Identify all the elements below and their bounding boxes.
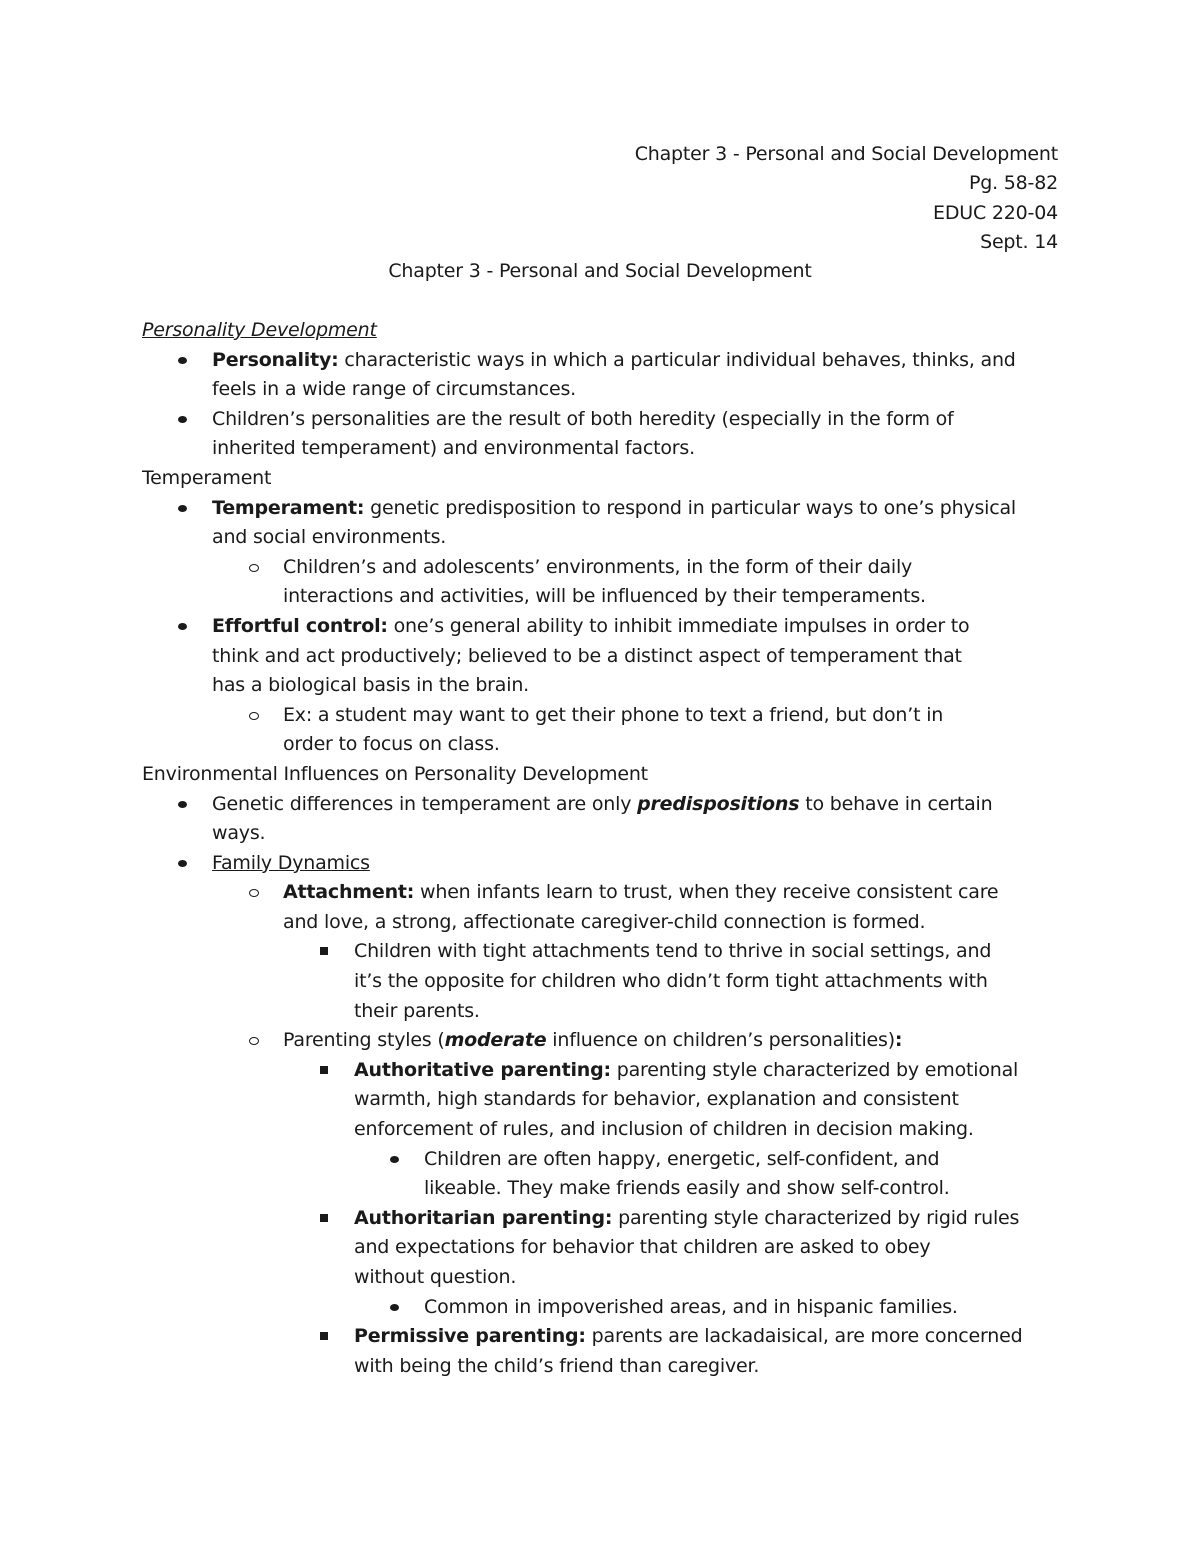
list-item: Authoritative parenting: parenting style characterized by emotional — [142, 1056, 1062, 1086]
header-course-title: Chapter 3 - Personal and Social Development — [634, 143, 1058, 165]
list-item: Ex: a student may want to get their phone to text a friend, but don’t in — [142, 701, 1062, 731]
section-heading-personality: Personality Development — [142, 319, 377, 341]
page-title: Chapter 3 - Personal and Social Development — [388, 260, 812, 282]
list-item: Effortful control: one’s general ability to inhibit immediate impulses in order to — [142, 612, 1062, 642]
list-item: Common in impoverished areas, and in hispanic families. — [142, 1293, 1062, 1323]
bullet-dot-icon — [178, 505, 187, 512]
bullet-square-icon — [320, 1066, 328, 1074]
bullet-dot-icon — [178, 357, 187, 364]
list-item-continued: has a biological basis in the brain. — [212, 674, 529, 697]
bullet-dot-icon — [178, 623, 187, 630]
list-item-continued: inherited temperament) and environmental factors. — [212, 437, 695, 460]
list-item-continued: think and act productively; believed to be a distinct aspect of temperament that — [212, 644, 962, 667]
bullet-dot-icon — [390, 1304, 399, 1311]
list-item-continued: without question. — [354, 1266, 517, 1288]
list-item-continued: order to focus on class. — [283, 733, 500, 756]
list-item-continued: interactions and activities, will be influenced by their temperaments. — [283, 585, 926, 608]
bullet-dot-icon — [178, 801, 187, 808]
list-item: Children are often happy, energetic, self-confident, and — [142, 1145, 1062, 1175]
bullet-square-icon — [320, 1214, 328, 1222]
list-item: Authoritarian parenting: parenting style characterized by rigid rules — [142, 1204, 1062, 1234]
list-item: Personality: characteristic ways in which a particular individual behaves, thinks, and — [142, 346, 1062, 376]
list-item-continued: it’s the opposite for children who didn’t form tight attachments with — [354, 970, 988, 993]
list-item-continued: their parents. — [354, 999, 480, 1022]
header-pages: Pg. 58-82 — [968, 172, 1058, 195]
notes-body — [142, 316, 1062, 1381]
list-item-continued: likeable. They make friends easily and show self-control. — [424, 1177, 950, 1200]
bullet-dot-icon — [390, 1156, 399, 1163]
list-item: Children’s and adolescents’ environments, in the form of their daily — [142, 553, 1062, 583]
bullet-ring-icon — [249, 1037, 259, 1045]
header-block — [635, 140, 1058, 257]
bullet-ring-icon — [249, 712, 259, 720]
section-heading-temperament: Temperament — [142, 466, 272, 489]
bullet-ring-icon — [249, 889, 259, 897]
list-item-continued: ways. — [212, 822, 266, 845]
header-date: Sept. 14 — [980, 230, 1058, 253]
list-item: Parenting styles (moderate influence on children’s personalities): — [142, 1026, 1062, 1056]
list-item: Children’s personalities are the result of both heredity (especially in the form of — [142, 405, 1062, 435]
list-item: Permissive parenting: parents are lackadaisical, are more concerned — [142, 1322, 1062, 1352]
bullet-ring-icon — [249, 564, 259, 572]
list-item-continued: and expectations for behavior that children are asked to obey — [354, 1236, 931, 1259]
bullet-square-icon — [320, 1332, 328, 1340]
bullet-square-icon — [320, 947, 328, 955]
list-item: Attachment: when infants learn to trust, when they receive consistent care — [142, 878, 1062, 908]
header-course-code: EDUC 220-04 — [933, 201, 1058, 224]
bullet-dot-icon — [178, 860, 187, 867]
list-item: Children with tight attachments tend to thrive in social settings, and — [142, 937, 1062, 967]
list-item-continued: and love, a strong, affectionate caregiver-child connection is formed. — [283, 910, 926, 933]
list-item-continued: feels in a wide range of circumstances. — [212, 378, 576, 401]
list-item: Genetic differences in temperament are only predispositions to behave in certain — [142, 790, 1062, 820]
bullet-dot-icon — [178, 416, 187, 423]
list-item: Family Dynamics — [142, 849, 1062, 879]
list-item-continued: and social environments. — [212, 526, 447, 549]
list-item: Temperament: genetic predisposition to respond in particular ways to one’s physical — [142, 494, 1062, 524]
section-heading-environmental: Environmental Influences on Personality Development — [142, 762, 648, 785]
list-item-continued: warmth, high standards for behavior, explanation and consistent — [354, 1088, 959, 1111]
list-item-continued: with being the child’s friend than caregiver. — [354, 1354, 760, 1377]
list-item-continued: enforcement of rules, and inclusion of children in decision making. — [354, 1118, 974, 1141]
